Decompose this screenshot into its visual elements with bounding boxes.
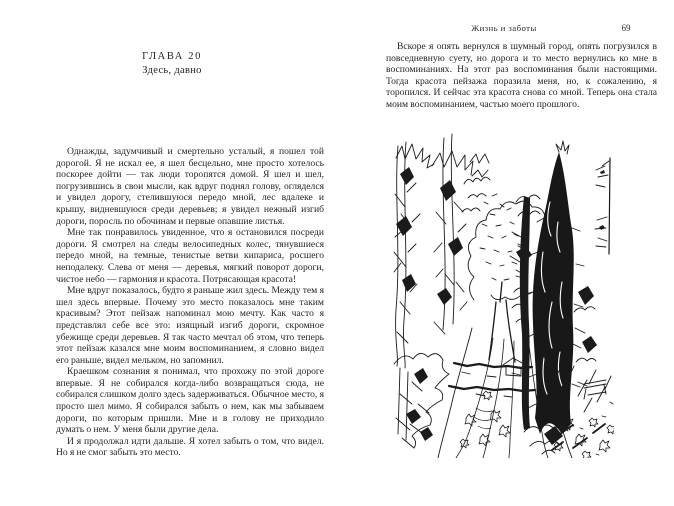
landscape-illustration [392, 132, 614, 458]
chapter-heading [56, 50, 288, 78]
body-paragraph: Однажды, задумчивый и смертельно усталый, я пошел той дорогой. Я не искал ее, я шел бесцельно, мне просто хотелось поскорее дойти — так люди торопятся домой. Я шел и шел, погрузившись в свои мысли, как вдруг поднял голову, огляделся и увидел дорогу, стелившуюся передо мной, лес вдалеке и крышу, видневшуюся среди деревьев; я увидел нежный изгиб дороги, поросль по обочинам и первые опавшие листья. [56, 146, 324, 227]
body-paragraph: Краешком сознания я понимал, что прохожу по этой дороге впервые. Я не собирался когда-либо возвращаться сюда, не собирался слишком долго здесь задерживаться. Обычное место, я просто шел мимо. Я собирался забыть о нем, как мы забываем дороги, по которым пришли. Мне и в голову не приходило думать о нем. У меня были другие дела. [56, 366, 324, 436]
chapter-label: ГЛАВА 20 [142, 51, 202, 62]
running-header: Жизнь и заботы [471, 23, 537, 33]
chapter-title: Здесь, давно [142, 65, 202, 76]
body-paragraph: Вскоре я опять вернулся в шумный город, опять погрузился в повседневную суету, но дорога и то место вернулись ко мне в воспоминаниях. На этот раз воспоминания были настоящими. Тогда красота пейзажа поразила меня, но, к сожалению, я торопился. И сейчас эта красота снова со мной. Теперь она стала моим воспоминанием, частью моего прошлого. [386, 41, 657, 110]
body-paragraph: Мне так понравилось увиденное, что я остановился посреди дороги. Я смотрел на следы велосипедных колес, тянувшиеся передо мной, на темные, тенистые ветви кипариса, росшего неподалеку. Слева от меня — деревья, мягкий поворот дороги, чистое небо — гармония и красота. Потрясающая красота! [56, 227, 324, 285]
left-page-text [56, 146, 324, 459]
page-number: 69 [621, 23, 631, 33]
body-paragraph: Мне вдруг показалось, будто я раньше жил здесь. Между тем я шел здесь впервые. Почему это место показалось мне таким красивым? Этот пейзаж напоминал мою мечту. Как часто я представлял себе все это: изящный изгиб дороги, скромное убежище среди деревьев. Я так часто мечтал об этом, что теперь этот пейзаж казался мне моим воспоминанием, я словно видел его раньше, видел мельком, но запомнил. [56, 285, 324, 366]
right-page-text [386, 41, 657, 111]
body-paragraph: И я продолжал идти дальше. Я хотел забыть о том, что видел. Но я не смог забыть это место. [56, 435, 324, 459]
